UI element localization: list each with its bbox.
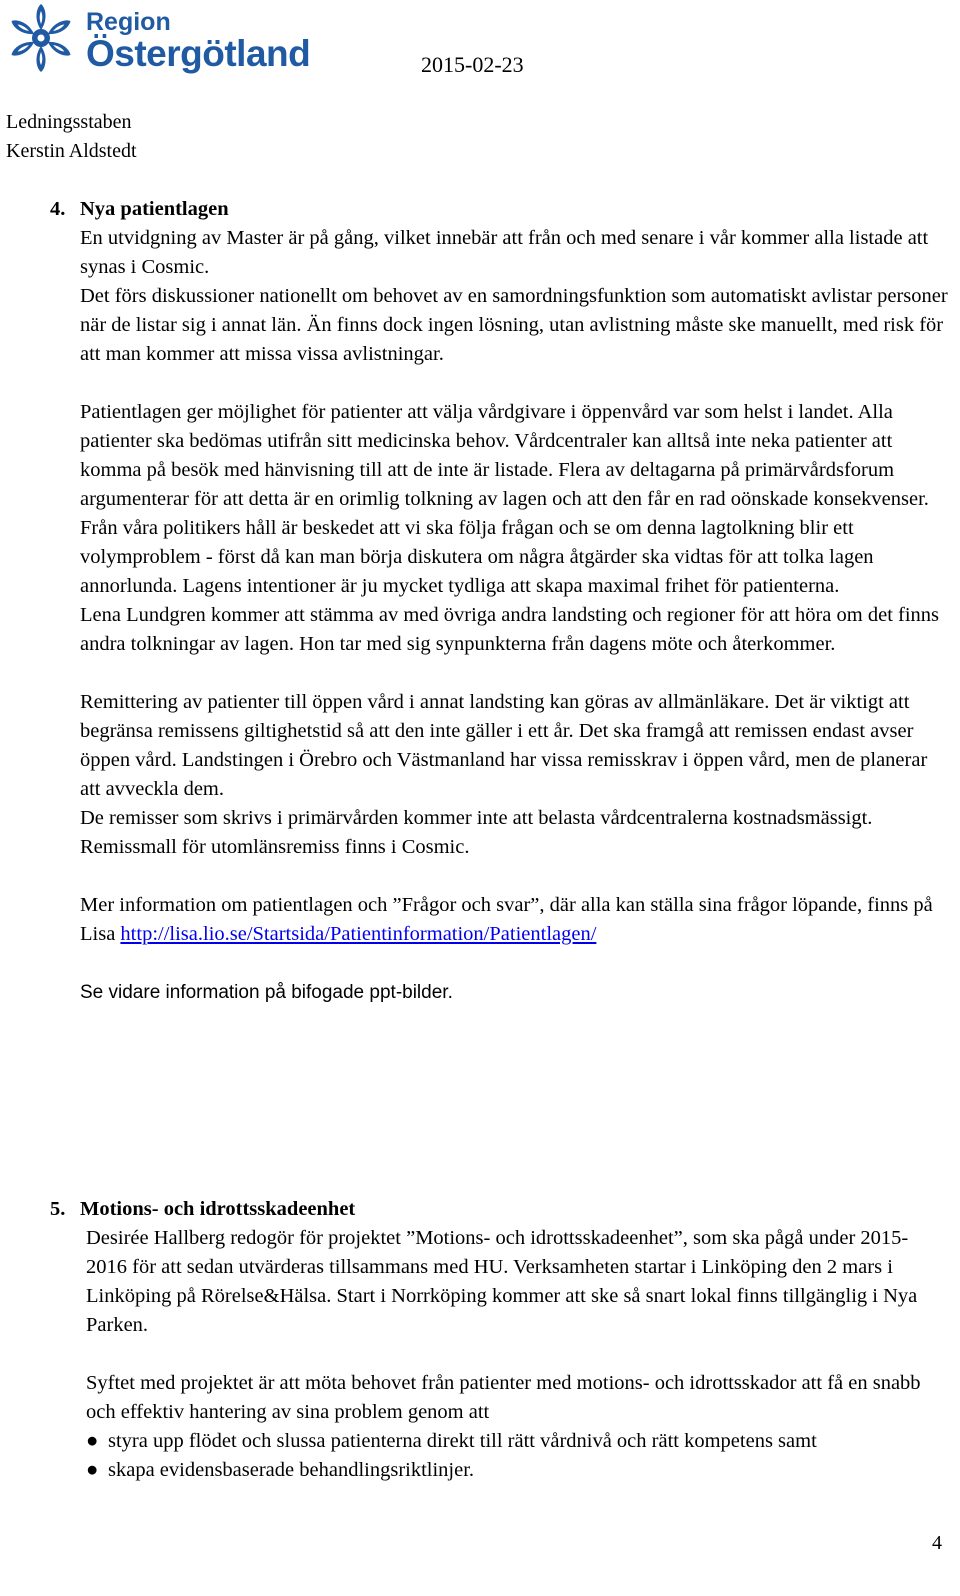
section-5-title: Motions- och idrottsskadeenhet	[80, 1198, 356, 1220]
paragraph: Syftet med projektet är att möta behovet från patienter med motions- och idrottsskador att få en snabb och effektiv hantering av sina problem genom att	[86, 1372, 921, 1423]
section-4-title: Nya patientlagen	[80, 198, 229, 220]
author: Kerstin Aldstedt	[6, 140, 137, 162]
paragraph-ppt-note: Se vidare information på bifogade ppt-bilder.	[80, 982, 453, 1003]
section-4	[50, 195, 950, 1007]
list-item-text: styra upp flödet och slussa patienterna direkt till rätt vårdnivå och rätt kompetens samt	[108, 1430, 817, 1452]
paragraph: Det förs diskussioner nationellt om behovet av en samordningsfunktion som automatiskt avlistar personer när de listar sig i annat län. Än finns dock ingen lösning, utan avlistning måste ske manuellt, med risk för att man kommer att missa vissa avlistningar.	[80, 285, 948, 365]
section-5-number: 5.	[50, 1198, 66, 1220]
section-5-heading	[50, 1195, 946, 1224]
paragraph: En utvidgning av Master är på gång, vilket innebär att från och med senare i vår kommer alla listade att synas i Cosmic.	[80, 227, 929, 278]
logo-region: Region	[86, 8, 171, 36]
page-number: 4	[932, 1532, 942, 1554]
more-info-text: Mer information om patientlagen och ”Frågor och svar”, där alla kan ställa sina frågor löpande, finns på Lisa	[80, 894, 933, 945]
bullet-icon: ●	[86, 1430, 99, 1452]
paragraph: Remissmall för utomlänsremiss finns i Cosmic.	[80, 836, 470, 858]
bullet-list	[86, 1427, 946, 1485]
patientlagen-link[interactable]: http://lisa.lio.se/Startsida/Patientinformation/Patientlagen/	[120, 923, 597, 945]
logo-text	[86, 2, 310, 72]
list-item	[86, 1427, 946, 1456]
paragraph: De remisser som skrivs i primärvården kommer inte att belasta vårdcentralerna kostnadsmässigt.	[80, 807, 873, 829]
logo	[4, 2, 310, 74]
region-emblem-icon	[4, 2, 78, 74]
section-4-number: 4.	[50, 198, 66, 220]
paragraph: Remittering av patienter till öppen vård i annat landsting kan göras av allmänläkare. Det är viktigt att begränsa remissens giltighetstid så att den inte gäller i ett år. Det ska framgå att remissen endast avser öppen vård. Landstingen i Örebro och Västmanland har vissa remisskrav i öppen vård, men de planerar att avveckla dem.	[80, 691, 928, 800]
paragraph: Desirée Hallberg redogör för projektet ”Motions- och idrottsskadeenhet”, som ska pågå under 2015-2016 för att sedan utvärderas tillsammans med HU. Verksamheten startar i Linköping den 2 mars i Linköping på Rörelse&Hälsa. Start i Norrköping kommer att ske så snart lokal finns tillgänglig i Nya Parken.	[86, 1227, 918, 1336]
paragraph-more-info	[80, 891, 950, 949]
list-item	[86, 1456, 946, 1485]
list-item-text: skapa evidensbaserade behandlingsriktlinjer.	[108, 1459, 475, 1481]
paragraph: Patientlagen ger möjlighet för patienter att välja vårdgivare i öppenvård var som helst i landet. Alla patienter ska bedömas utifrån sitt medicinska behov. Vårdcentraler kan alltså inte neka patienter att komma på besök med hänvisning till att de inte är listade. Flera av deltagarna på primärvårdsforum argumenterar för att detta är en orimlig tolkning av lagen och att den får en rad oönskade konsekvenser. Från våra politikers håll är beskedet att vi ska följa frågan och se om denna lagtolkning blir ett volymproblem - först då kan man börja diskutera om några åtgärder ska vidtas för att tolka lagen annorlunda. Lagens intentioner är ju mycket tydliga att skapa maximal frihet för patienterna.	[80, 401, 929, 597]
section-5	[50, 1195, 946, 1485]
section-4-heading	[50, 195, 950, 224]
bullet-icon: ●	[86, 1459, 99, 1481]
document-date: 2015-02-23	[421, 52, 524, 77]
sender-block	[6, 108, 137, 166]
paragraph: Lena Lundgren kommer att stämma av med övriga andra landsting och regioner för att höra om det finns andra tolkningar av lagen. Hon tar med sig synpunkterna från dagens möte och återkommer.	[80, 604, 940, 655]
logo-ostergotland: Östergötland	[86, 33, 311, 74]
department: Ledningsstaben	[6, 111, 132, 133]
